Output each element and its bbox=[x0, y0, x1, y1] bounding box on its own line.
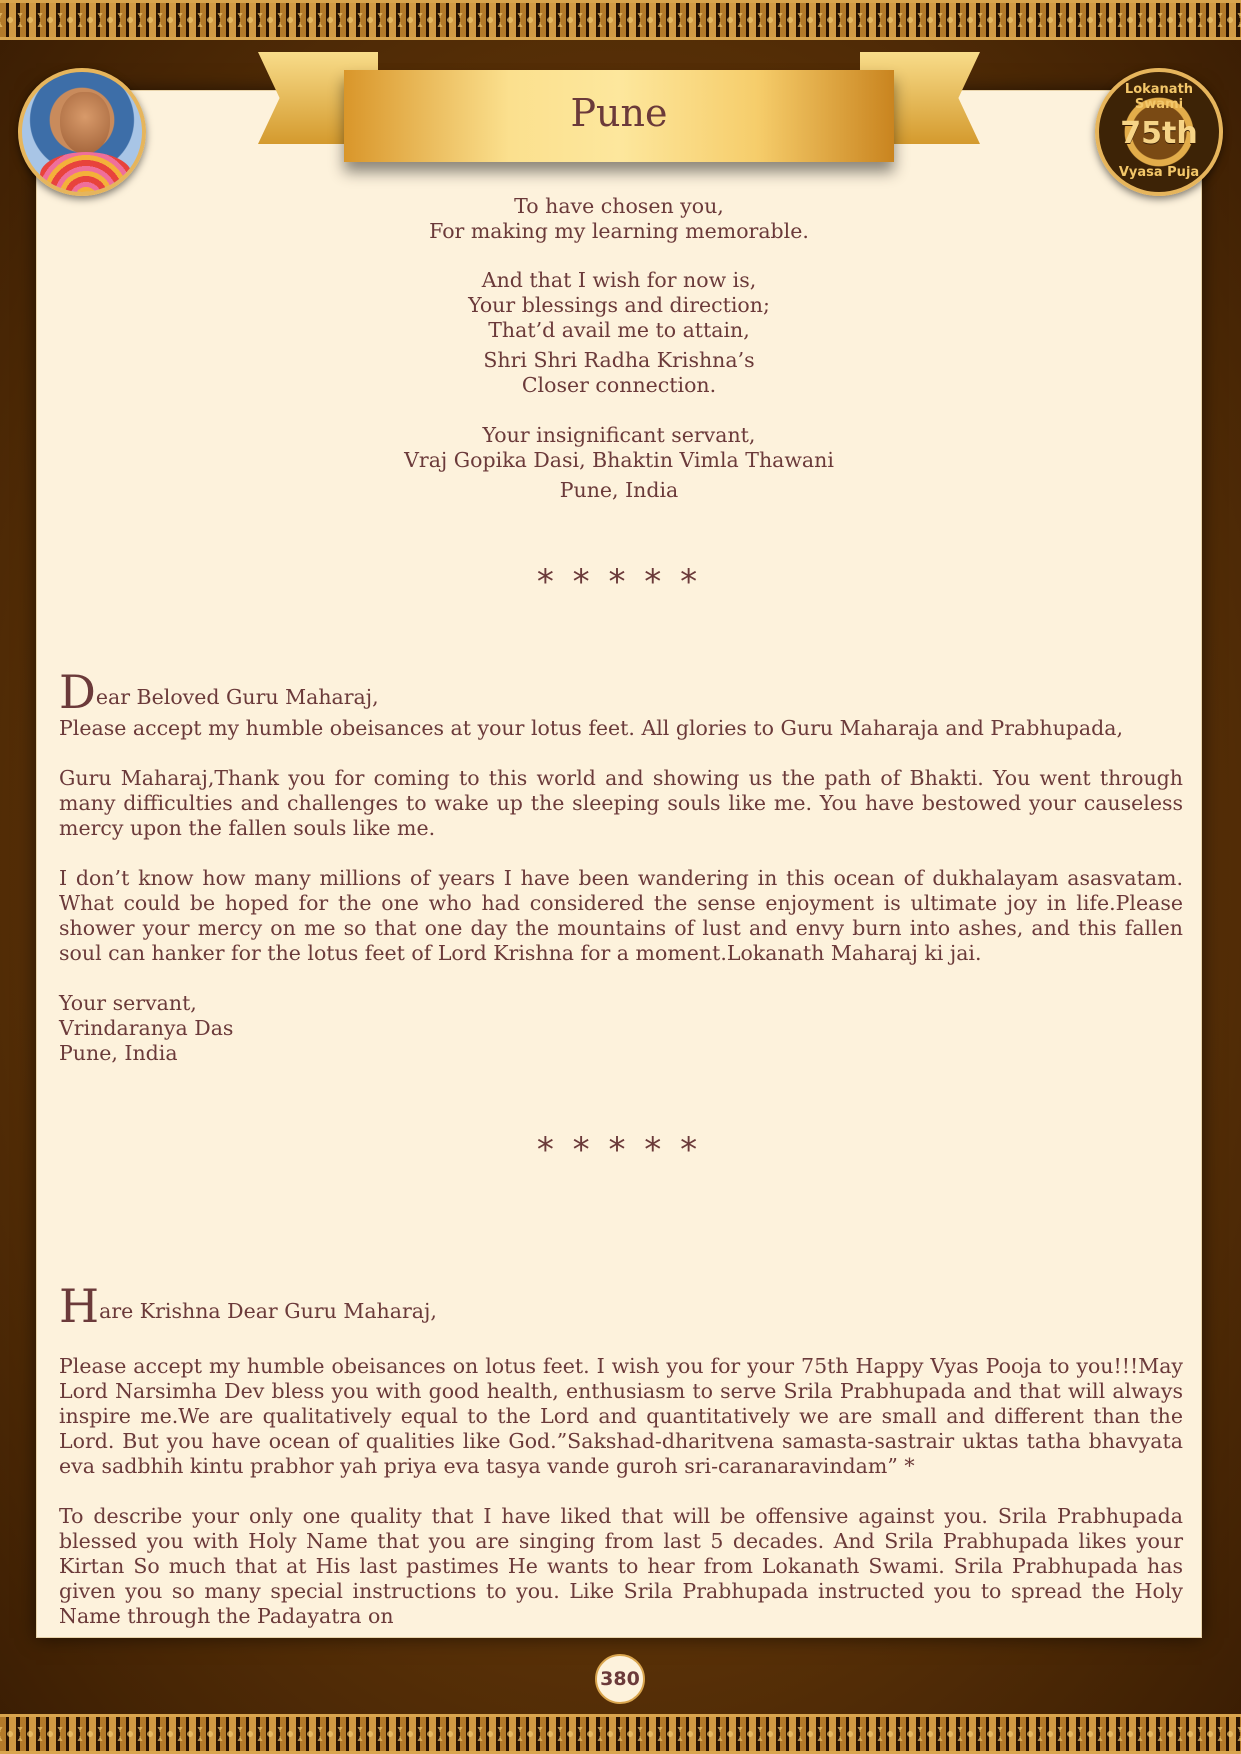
letter-paragraph: Please accept my humble obeisances on lotus feet. I wish you for your 75th Happy Vyas Pooja to you!!!May Lord Narsimha Dev bless you with good health, enthusiasm to serve Srila Prabhupada and that will always inspire me.We are qualitatively equal to the Lord and quantitatively we are small and different than the Lord. But you have ocean of qualities like God.”Sakshad-dharitvena samasta-sastrair uktas tatha bhavyata eva sadbhih kintu prabhor yah priya eva tasya vande guroh sri-caranaravindam” * bbox=[59, 1354, 1183, 1478]
seal-bottom-text: Vyasa Puja bbox=[1118, 165, 1200, 180]
letter-1-salutation bbox=[59, 665, 1183, 719]
poem-signoff bbox=[36, 423, 1202, 503]
top-ornamental-border bbox=[0, 0, 1241, 40]
letter-paragraph: Guru Maharaj,Thank you for coming to this world and showing us the path of Bhakti. You went through many difficulties and challenges to wake up the sleeping souls like me. You have bestowed your causeless mercy upon the fallen souls like me. bbox=[59, 766, 1183, 840]
signoff-line: Your servant, bbox=[59, 991, 197, 1015]
portrait-face bbox=[60, 92, 110, 154]
poem-line: Pune, India bbox=[559, 478, 679, 502]
poem-line: And that I wish for now is, bbox=[481, 268, 757, 292]
poem-line: Closer connection. bbox=[521, 373, 717, 397]
poem-line: That’d avail me to attain, bbox=[488, 318, 750, 342]
letter-paragraph: Please accept my humble obeisances at your lotus feet. All glories to Guru Maharaja and Prabhupada, bbox=[59, 716, 1123, 740]
poem-line: Your blessings and direction; bbox=[468, 293, 770, 317]
anniversary-seal-logo bbox=[1095, 68, 1223, 196]
poem-line: To have chosen you, bbox=[514, 194, 724, 218]
signoff-line: Vrindaranya Das bbox=[59, 1016, 234, 1040]
poem-stanza-2 bbox=[36, 268, 1202, 398]
dropcap: H bbox=[59, 1279, 100, 1333]
portrait-garland bbox=[40, 152, 132, 196]
poem-line: Shri Shri Radha Krishna’s bbox=[483, 348, 755, 372]
signoff-line: Pune, India bbox=[59, 1041, 178, 1065]
poem-line: For making my learning memorable. bbox=[429, 219, 809, 243]
page-number-badge: 380 bbox=[595, 1654, 645, 1704]
seal-number: 75th bbox=[1120, 116, 1198, 151]
poem-line: Your insignificant servant, bbox=[482, 423, 756, 447]
letter-1-signoff bbox=[59, 991, 1183, 1066]
letter-paragraph: I don’t know how many millions of years I have been wandering in this ocean of dukhalayam asasvatam. What could be hoped for the one who had considered the sense enjoyment is ultimate joy in life.Please shower your mercy on me so that one day the mountains of lust and envy burn into ashes, and this fallen soul can hanker for the lotus feet of Lord Krishna for a moment.Lokanath Maharaj ki jai. bbox=[59, 866, 1183, 965]
poem-line: Vraj Gopika Dasi, Bhaktin Vimla Thawani bbox=[404, 448, 834, 472]
letter-1 bbox=[59, 665, 1183, 1066]
guru-portrait-avatar bbox=[18, 68, 146, 196]
letter-paragraph: To describe your only one quality that I have liked that will be offensive against you. Srila Prabhupada blessed you with Holy Name that you are singing from last 5 decades. And Srila Prabhupada likes your Kirtan So much that at His last pastimes He wants to hear from Lokanath Swami. Srila Prabhupada has given you so many special instructions to you. Like Srila Prabhupada instructed you to spread the Holy Name through the Padayatra on bbox=[59, 1504, 1183, 1628]
salutation-text: ear Beloved Guru Maharaj, bbox=[95, 685, 379, 709]
letter-2 bbox=[59, 1279, 1183, 1629]
salutation-text: are Krishna Dear Guru Maharaj, bbox=[99, 1299, 437, 1323]
title-ribbon bbox=[344, 70, 894, 162]
page-title: Pune bbox=[570, 91, 668, 135]
section-separator: * * * * * bbox=[536, 562, 702, 602]
seal-top-text: Lokanath Swami bbox=[1124, 82, 1194, 112]
bottom-ornamental-border bbox=[0, 1714, 1241, 1754]
poem-stanza-1 bbox=[36, 194, 1202, 244]
dropcap: D bbox=[59, 665, 96, 719]
section-separator: * * * * * bbox=[536, 1130, 702, 1170]
letter-2-salutation bbox=[59, 1279, 1183, 1333]
